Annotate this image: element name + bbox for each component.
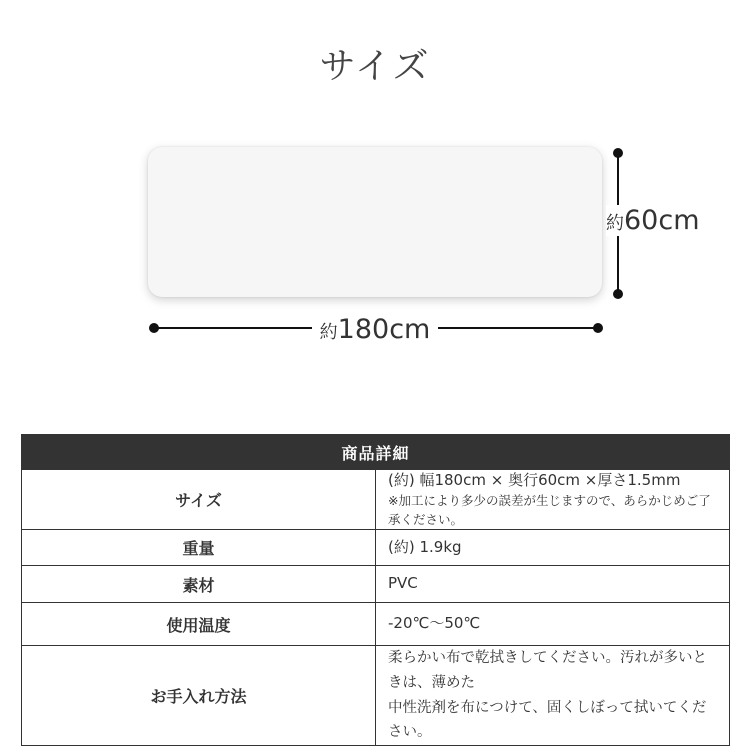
row-label-material: 素材 bbox=[22, 566, 376, 603]
width-approx-mark: 約 bbox=[319, 322, 338, 343]
temperature-value-text: -20℃〜50℃ bbox=[388, 614, 481, 633]
height-value: 60cm bbox=[624, 205, 700, 236]
table-row-size bbox=[22, 470, 730, 530]
care-text-line-2: 中性洗剤を布につけて、固くしぼって拭いてください。 bbox=[388, 699, 707, 741]
table-row-temperature bbox=[22, 603, 730, 646]
width-dimension-start-dot bbox=[149, 323, 159, 333]
size-note-text: ※加工により多少の誤差が生じますので、あらかじめご了承ください。 bbox=[388, 492, 711, 527]
table-row-material bbox=[22, 566, 730, 603]
width-value: 180cm bbox=[337, 314, 431, 345]
table-row-care bbox=[22, 646, 730, 746]
table-header: 商品詳細 bbox=[22, 435, 730, 470]
row-value-size bbox=[376, 470, 730, 530]
width-dimension-label bbox=[312, 314, 438, 345]
height-dimension-label bbox=[606, 205, 714, 236]
row-label-care: お手入れ方法 bbox=[22, 646, 376, 746]
row-label-size: サイズ bbox=[22, 470, 376, 530]
care-text-line-1: 柔らかい布で乾拭きしてください。汚れが多いときは、薄めた bbox=[388, 650, 707, 691]
width-dimension-end-dot bbox=[593, 323, 603, 333]
row-value-weight bbox=[376, 530, 730, 566]
row-value-material bbox=[376, 566, 730, 603]
height-dimension-start-dot bbox=[613, 148, 623, 158]
page-title: サイズ bbox=[319, 46, 431, 87]
mat-illustration bbox=[148, 147, 602, 297]
row-label-temperature: 使用温度 bbox=[22, 603, 376, 646]
product-details-table bbox=[21, 434, 730, 746]
table-row-weight bbox=[22, 530, 730, 566]
height-dimension-end-dot bbox=[613, 289, 623, 299]
height-approx-mark: 約 bbox=[606, 213, 624, 234]
row-label-weight: 重量 bbox=[22, 530, 376, 566]
row-value-temperature bbox=[376, 603, 730, 646]
row-value-care bbox=[376, 646, 730, 746]
material-value-text: PVC bbox=[388, 574, 418, 593]
weight-value-text: (約) 1.9kg bbox=[388, 537, 462, 556]
size-value-text: (約) 幅180cm × 奥行60cm ×厚さ1.5mm bbox=[388, 471, 681, 489]
